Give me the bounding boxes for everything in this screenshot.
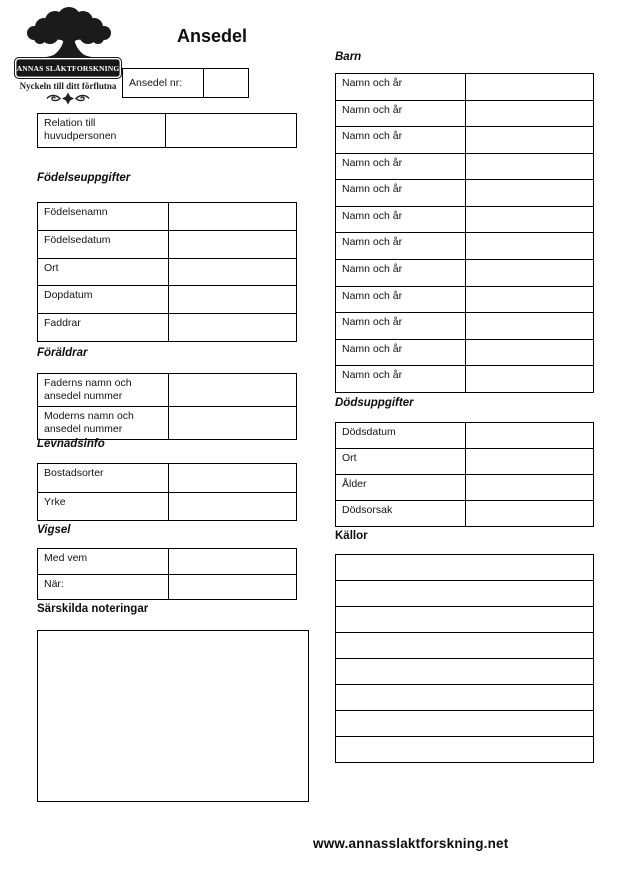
field-value-cell (169, 549, 297, 575)
source-row-cell (336, 581, 594, 607)
ansedel-nr-value-cell (204, 69, 249, 98)
field-label-cell: Dopdatum (38, 286, 169, 314)
field-value-cell (169, 314, 297, 342)
dodsuppgifter-table (335, 422, 594, 527)
field-label-cell: Namn och år (336, 206, 466, 233)
field-value-cell (466, 313, 594, 340)
field-label-cell: Födelsenamn (38, 203, 169, 231)
barn-table (335, 73, 594, 393)
table-row (336, 685, 594, 711)
table-row (336, 286, 594, 313)
field-value-cell (169, 407, 297, 440)
table-row (38, 464, 297, 493)
logo-tagline: Nyckeln till ditt förflutna (19, 81, 117, 91)
field-value-cell (169, 574, 297, 600)
table-row (336, 100, 594, 127)
ansedel-nr-table (122, 68, 249, 98)
source-row-cell (336, 555, 594, 581)
field-value-cell (466, 339, 594, 366)
section-heading-sarskilda-noteringar: Särskilda noteringar (37, 603, 149, 615)
field-label-cell: Ort (336, 449, 466, 475)
source-row-cell (336, 659, 594, 685)
field-label-cell: Dödsorsak (336, 501, 466, 527)
source-row-cell (336, 711, 594, 737)
table-row (336, 475, 594, 501)
table-row (336, 313, 594, 340)
field-label-cell: Med vem (38, 549, 169, 575)
table-row (336, 339, 594, 366)
source-row-cell (336, 607, 594, 633)
source-row-cell (336, 685, 594, 711)
table-row (336, 607, 594, 633)
field-label-cell: Bostadsorter (38, 464, 169, 493)
table-row (336, 449, 594, 475)
field-value-cell (466, 366, 594, 393)
table-row (38, 574, 297, 600)
field-label-cell: Namn och år (336, 233, 466, 260)
section-heading-levnadsinfo: Levnadsinfo (37, 438, 105, 450)
field-value-cell (466, 423, 594, 449)
field-label-cell: Ort (38, 258, 169, 286)
field-value-cell (466, 153, 594, 180)
field-label-cell: Faderns namn och ansedel nummer (38, 374, 169, 407)
table-row (336, 153, 594, 180)
field-label-cell: Namn och år (336, 127, 466, 154)
field-label-cell: Namn och år (336, 366, 466, 393)
table-row (336, 633, 594, 659)
field-value-cell (169, 258, 297, 286)
field-value-cell (169, 203, 297, 231)
kallor-table (335, 554, 594, 763)
sarskilda-noteringar-box (37, 630, 309, 802)
field-value-cell (466, 100, 594, 127)
field-value-cell (466, 180, 594, 207)
flourish-icon (46, 92, 90, 105)
field-label-cell: Ålder (336, 475, 466, 501)
table-row (336, 260, 594, 287)
field-value-cell (169, 286, 297, 314)
page-title: Ansedel (177, 26, 248, 46)
table-row (336, 737, 594, 763)
logo-banner (14, 57, 122, 79)
field-value-cell (466, 501, 594, 527)
section-heading-barn: Barn (335, 51, 362, 63)
section-heading-dodsuppgifter: Dödsuppgifter (335, 397, 414, 409)
table-row (336, 233, 594, 260)
table-row (336, 423, 594, 449)
field-label-cell: Moderns namn och ansedel nummer (38, 407, 169, 440)
section-heading-fodelseuppgifter: Födelseuppgifter (37, 172, 131, 184)
table-row (123, 69, 249, 98)
table-row (38, 286, 297, 314)
field-value-cell (466, 233, 594, 260)
field-label-cell: När: (38, 574, 169, 600)
table-row (38, 374, 297, 407)
source-row-cell (336, 737, 594, 763)
section-heading-vigsel: Vigsel (37, 524, 71, 536)
foraldrar-table (37, 373, 297, 440)
field-label-cell: Namn och år (336, 153, 466, 180)
relation-value-cell (166, 114, 297, 148)
family-tree-icon (22, 6, 116, 58)
field-label-cell: Namn och år (336, 339, 466, 366)
field-value-cell (466, 127, 594, 154)
relation-label-cell: Relation till huvudpersonen (38, 114, 166, 148)
table-row (38, 114, 297, 148)
footer-url[interactable]: www.annasslaktforskning.net (313, 836, 509, 851)
section-heading-kallor: Källor (335, 530, 368, 542)
field-value-cell (466, 449, 594, 475)
table-row (336, 659, 594, 685)
field-value-cell (466, 260, 594, 287)
field-value-cell (169, 374, 297, 407)
field-value-cell (169, 230, 297, 258)
source-row-cell (336, 633, 594, 659)
table-row (336, 74, 594, 101)
table-row (38, 407, 297, 440)
field-value-cell (466, 206, 594, 233)
field-label-cell: Namn och år (336, 74, 466, 101)
field-value-cell (169, 464, 297, 493)
table-row (336, 501, 594, 527)
field-label-cell: Yrke (38, 492, 169, 521)
table-row (38, 549, 297, 575)
field-label-cell: Namn och år (336, 260, 466, 287)
field-value-cell (466, 74, 594, 101)
ansedel-nr-label-cell: Ansedel nr: (123, 69, 204, 98)
fodelseuppgifter-table (37, 202, 297, 342)
field-label-cell: Namn och år (336, 100, 466, 127)
field-label-cell: Födelsedatum (38, 230, 169, 258)
table-row (336, 180, 594, 207)
table-row (336, 206, 594, 233)
table-row (336, 581, 594, 607)
levnadsinfo-table (37, 463, 297, 521)
field-value-cell (466, 286, 594, 313)
vigsel-table (37, 548, 297, 600)
table-row (336, 711, 594, 737)
field-value-cell (169, 492, 297, 521)
field-label-cell: Dödsdatum (336, 423, 466, 449)
table-row (336, 127, 594, 154)
relation-table (37, 113, 297, 148)
table-row (336, 366, 594, 393)
table-row (38, 492, 297, 521)
field-label-cell: Namn och år (336, 313, 466, 340)
field-label-cell: Faddrar (38, 314, 169, 342)
table-row (38, 203, 297, 231)
field-label-cell: Namn och år (336, 180, 466, 207)
table-row (336, 555, 594, 581)
section-heading-foraldrar: Föräldrar (37, 347, 88, 359)
logo-name: ANNAS SLÄKTFORSKNING (16, 63, 120, 73)
table-row (38, 314, 297, 342)
table-row (38, 230, 297, 258)
table-row (38, 258, 297, 286)
field-value-cell (466, 475, 594, 501)
field-label-cell: Namn och år (336, 286, 466, 313)
